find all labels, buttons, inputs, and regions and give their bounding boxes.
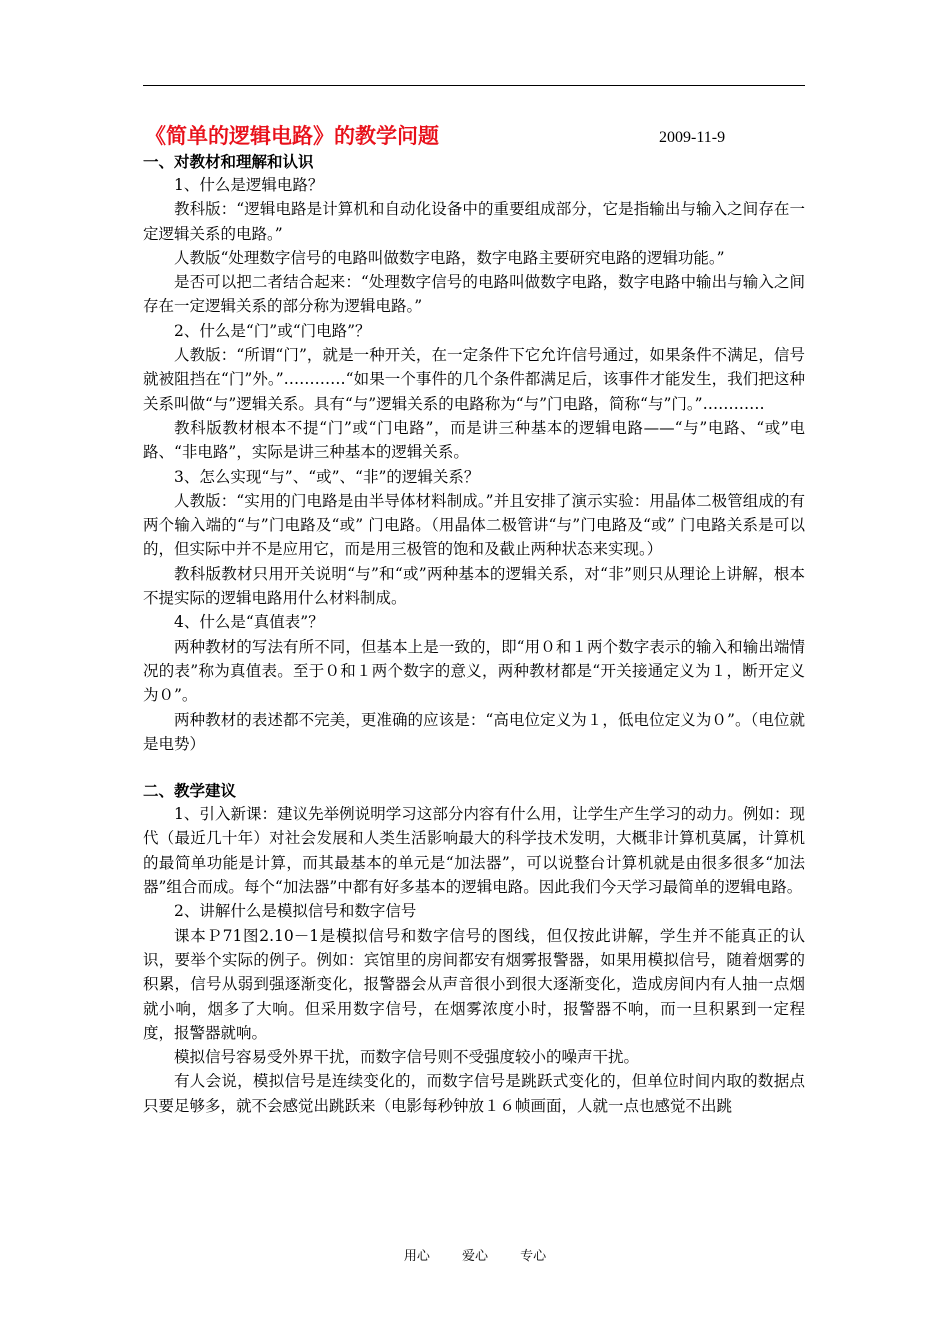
- paragraph: 是否可以把二者结合起来：“处理数字信号的电路叫做数字电路，数字电路中输出与输入之间存在一定逻辑关系的部分称为逻辑电路。”: [143, 273, 805, 316]
- paragraph: 教科版教材根本不提“门”或“门电路”，而是讲三种基本的逻辑电路——“与”电路、“或”电路、“非电路”，实际是讲三种基本的逻辑关系。: [143, 418, 805, 462]
- footer-text: 专心: [520, 1249, 547, 1264]
- paragraph: 课本Ｐ71图2.10－1是模拟信号和数字信号的图线，但仅按此讲解，学生并不能真正的认识，要举个实际的例子。例如：宾馆里的房间都安有烟雾报警器，如果用模拟信号，随着烟雾的积累，信号从弱到强逐渐变化，报警器会从声音很小到很大逐渐变化，造成房间内有人抽一点烟就小响，烟多了大响。但采用数字信号，在烟雾浓度小时，报警器不响，而一旦积累到一定程度，报警器就响。: [143, 926, 805, 1042]
- page-footer: [0, 1247, 950, 1267]
- paragraph: 两种教材的写法有所不同，但基本上是一致的，即“用０和１两个数字表示的输入和输出端情况的表”称为真值表。至于０和１两个数字的意义，两种教材都是“开关接通定义为１，断开定义为０”。: [143, 637, 805, 705]
- paragraph: 人教版“处理数字信号的电路叫做数字电路，数字电路主要研究电路的逻辑功能。”: [174, 248, 725, 267]
- document-body: [143, 121, 805, 1118]
- paragraph: 有人会说，模拟信号是连续变化的，而数字信号是跳跃式变化的，但单位时间内取的数据点只要足够多，就不会感觉出跳跃来（电影每秒钟放１６帧画面，人就一点也感觉不出跳: [143, 1072, 805, 1115]
- section-gap: [143, 756, 805, 780]
- paragraph: 1、引入新课：建议先举例说明学习这部分内容有什么用，让学生产生学习的动力。例如：现代（最近几十年）对社会发展和人类生活影响最大的科学技术发明，大概非计算机莫属，计算机的最简单功能是计算，而其最基本的单元是“加法器”，可以说整台计算机就是由很多很多“加法器”组合而成。每个“加法器”中都有好多基本的逻辑电路。因此我们今天学习最简单的逻辑电路。: [143, 805, 805, 897]
- paragraph: 教科版：“逻辑电路是计算机和自动化设备中的重要组成部分，它是指输出与输入之间存在一定逻辑关系的电路。”: [143, 200, 805, 243]
- document-title: 《简单的逻辑电路》的教学问题: [145, 123, 439, 148]
- section-heading-2: 二、教学建议: [143, 781, 237, 801]
- paragraph: 两种教材的表述都不完美，更准确的应该是：“高电位定义为１，低电位定义为０”。（电位就是电势）: [143, 710, 805, 753]
- paragraph: 人教版：“实用的门电路是由半导体材料制成。”并且安排了演示实验：用晶体二极管组成的有两个输入端的“与”门电路及“或” 门电路。（用晶体二极管讲“与”门电路及“或” 门电路关系是可以的，但实际中并不是应用它，而是用三极管的饱和及截止两种状态来实现。）: [143, 491, 805, 559]
- footer-text: 用心: [403, 1249, 430, 1264]
- header-rule: [143, 85, 805, 86]
- paragraph: 1、什么是逻辑电路？: [174, 176, 324, 194]
- section-heading-1: 一、对教材和理解和认识: [143, 152, 314, 171]
- footer-text: 爱心: [461, 1249, 488, 1264]
- paragraph: 4、什么是“真值表”？: [174, 613, 324, 632]
- paragraph: 2、什么是“门”或“门电路”？: [174, 321, 371, 340]
- paragraph: 模拟信号容易受外界干扰，而数字信号则不受强度较小的噪声干扰。: [174, 1048, 640, 1067]
- title-row: [143, 121, 805, 151]
- paragraph: 3、怎么实现“与”、“或”、“非”的逻辑关系？: [174, 467, 480, 486]
- paragraph: 2、讲解什么是模拟信号和数字信号: [174, 902, 417, 921]
- paragraph: 教科版教材只用开关说明“与”和“或”两种基本的逻辑关系，对“非”则只从理论上讲解，根本不提实际的逻辑电路用什么材料制成。: [143, 564, 805, 608]
- document-date: 2009-11-9: [659, 129, 726, 146]
- paragraph: 人教版：“所谓“门”，就是一种开关，在一定条件下它允许信号通过，如果条件不满足，信号就被阻挡在“门”外。”…………“如果一个事件的几个条件都满足后，该事件才能发生，我们把这种关系叫做“与”逻辑关系。具有“与”逻辑关系的电路称为“与”门电路，简称“与”门。”…………: [143, 346, 805, 413]
